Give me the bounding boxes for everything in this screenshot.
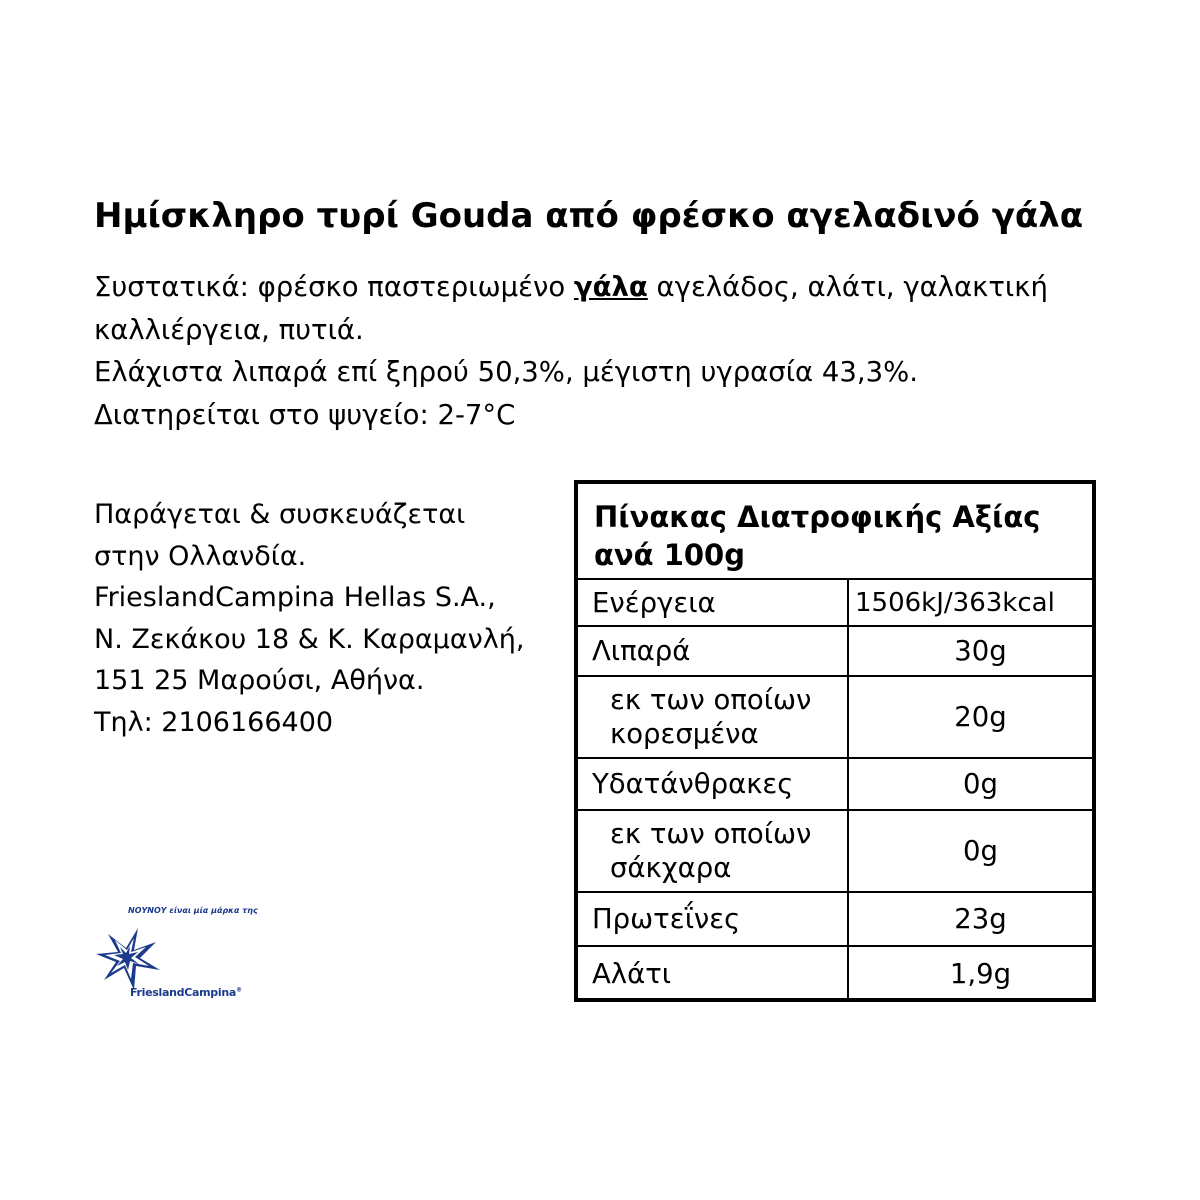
- nutrient-name: [578, 810, 848, 892]
- storage-text: Διατηρείται στο ψυγείο: 2-7°C: [94, 398, 516, 431]
- logo-brand-name: [130, 986, 242, 999]
- nutrient-name: Πρωτεΐνες: [578, 892, 848, 946]
- nutrition-title-line-2: ανά 100g: [594, 538, 745, 572]
- nutrition-row-sugars: [578, 810, 1092, 892]
- brand-logo: [94, 906, 294, 1006]
- logo-brand-text: FrieslandCampina: [130, 986, 236, 999]
- nutrient-value: 23g: [848, 892, 1092, 946]
- producer-line: 151 25 Μαρούσι, Αθήνα.: [94, 665, 425, 696]
- nutrient-value: 30g: [848, 626, 1092, 676]
- nutrition-row-fat: [578, 626, 1092, 676]
- ingredients-line: [94, 266, 1134, 309]
- nutrient-value: 20g: [848, 676, 1092, 758]
- producer-phone: Τηλ: 2106166400: [94, 706, 334, 738]
- nutrient-name: Αλάτι: [578, 946, 848, 1000]
- ingredients-block: [94, 266, 1134, 436]
- frieslandcampina-star-icon: [94, 924, 164, 994]
- allergen-milk: γάλα: [573, 271, 648, 303]
- producer-line: Παράγεται & συσκευάζεται: [94, 499, 466, 530]
- product-title: Ημίσκληρο τυρί Gouda από φρέσκο αγελαδινό γάλα: [94, 196, 1084, 236]
- nutrition-row-protein: [578, 892, 1092, 946]
- producer-line: Ν. Ζεκάκου 18 & Κ. Καραμανλή,: [94, 623, 525, 655]
- nutrient-name-line-1: εκ των οποίων: [610, 684, 812, 716]
- nutrition-row-carbohydrates: [578, 758, 1092, 810]
- ingredients-line-2: καλλιέργεια, πυτιά.: [94, 313, 364, 346]
- logo-tagline: ΝΟΥΝΟΥ είναι μία μάρκα της: [128, 906, 258, 915]
- nutrient-name: Ενέργεια: [578, 580, 848, 626]
- fat-moisture-text: Ελάχιστα λιπαρά επί ξηρού 50,3%, μέγιστη υγρασία 43,3%.: [94, 356, 918, 388]
- producer-info: [94, 494, 524, 743]
- nutrient-value: 1506kJ/363kcal: [855, 587, 1055, 618]
- nutrition-rows: [578, 580, 1092, 1000]
- ingredients-prefix: Συστατικά: φρέσκο παστεριωμένο: [94, 271, 574, 303]
- producer-line: στην Ολλανδία.: [94, 540, 307, 572]
- nutrient-name: Υδατάνθρακες: [578, 758, 848, 810]
- nutrition-title: [578, 484, 1092, 580]
- nutrition-row-saturated: [578, 676, 1092, 758]
- nutrient-value: 0g: [848, 810, 1092, 892]
- nutrient-name-line-2: κορεσμένα: [610, 718, 759, 750]
- nutrition-row-salt: [578, 946, 1092, 1000]
- nutrient-value: 1,9g: [848, 946, 1092, 1000]
- ingredients-suffix: αγελάδος, αλάτι, γαλακτική: [647, 271, 1048, 303]
- nutrient-value: 0g: [848, 758, 1092, 810]
- nutrition-row-energy: [578, 580, 1092, 626]
- nutrient-name: Λιπαρά: [578, 626, 848, 676]
- producer-line: FrieslandCampina Hellas S.A.,: [94, 582, 496, 613]
- logo-registered-mark: ®: [235, 986, 242, 994]
- nutrition-table: [574, 480, 1096, 1002]
- nutrient-name-line-2: σάκχαρα: [610, 852, 732, 884]
- nutrient-name-line-1: εκ των οποίων: [610, 818, 812, 850]
- nutrition-title-line-1: Πίνακας Διατροφικής Αξίας: [594, 500, 1041, 534]
- nutrient-name: [578, 676, 848, 758]
